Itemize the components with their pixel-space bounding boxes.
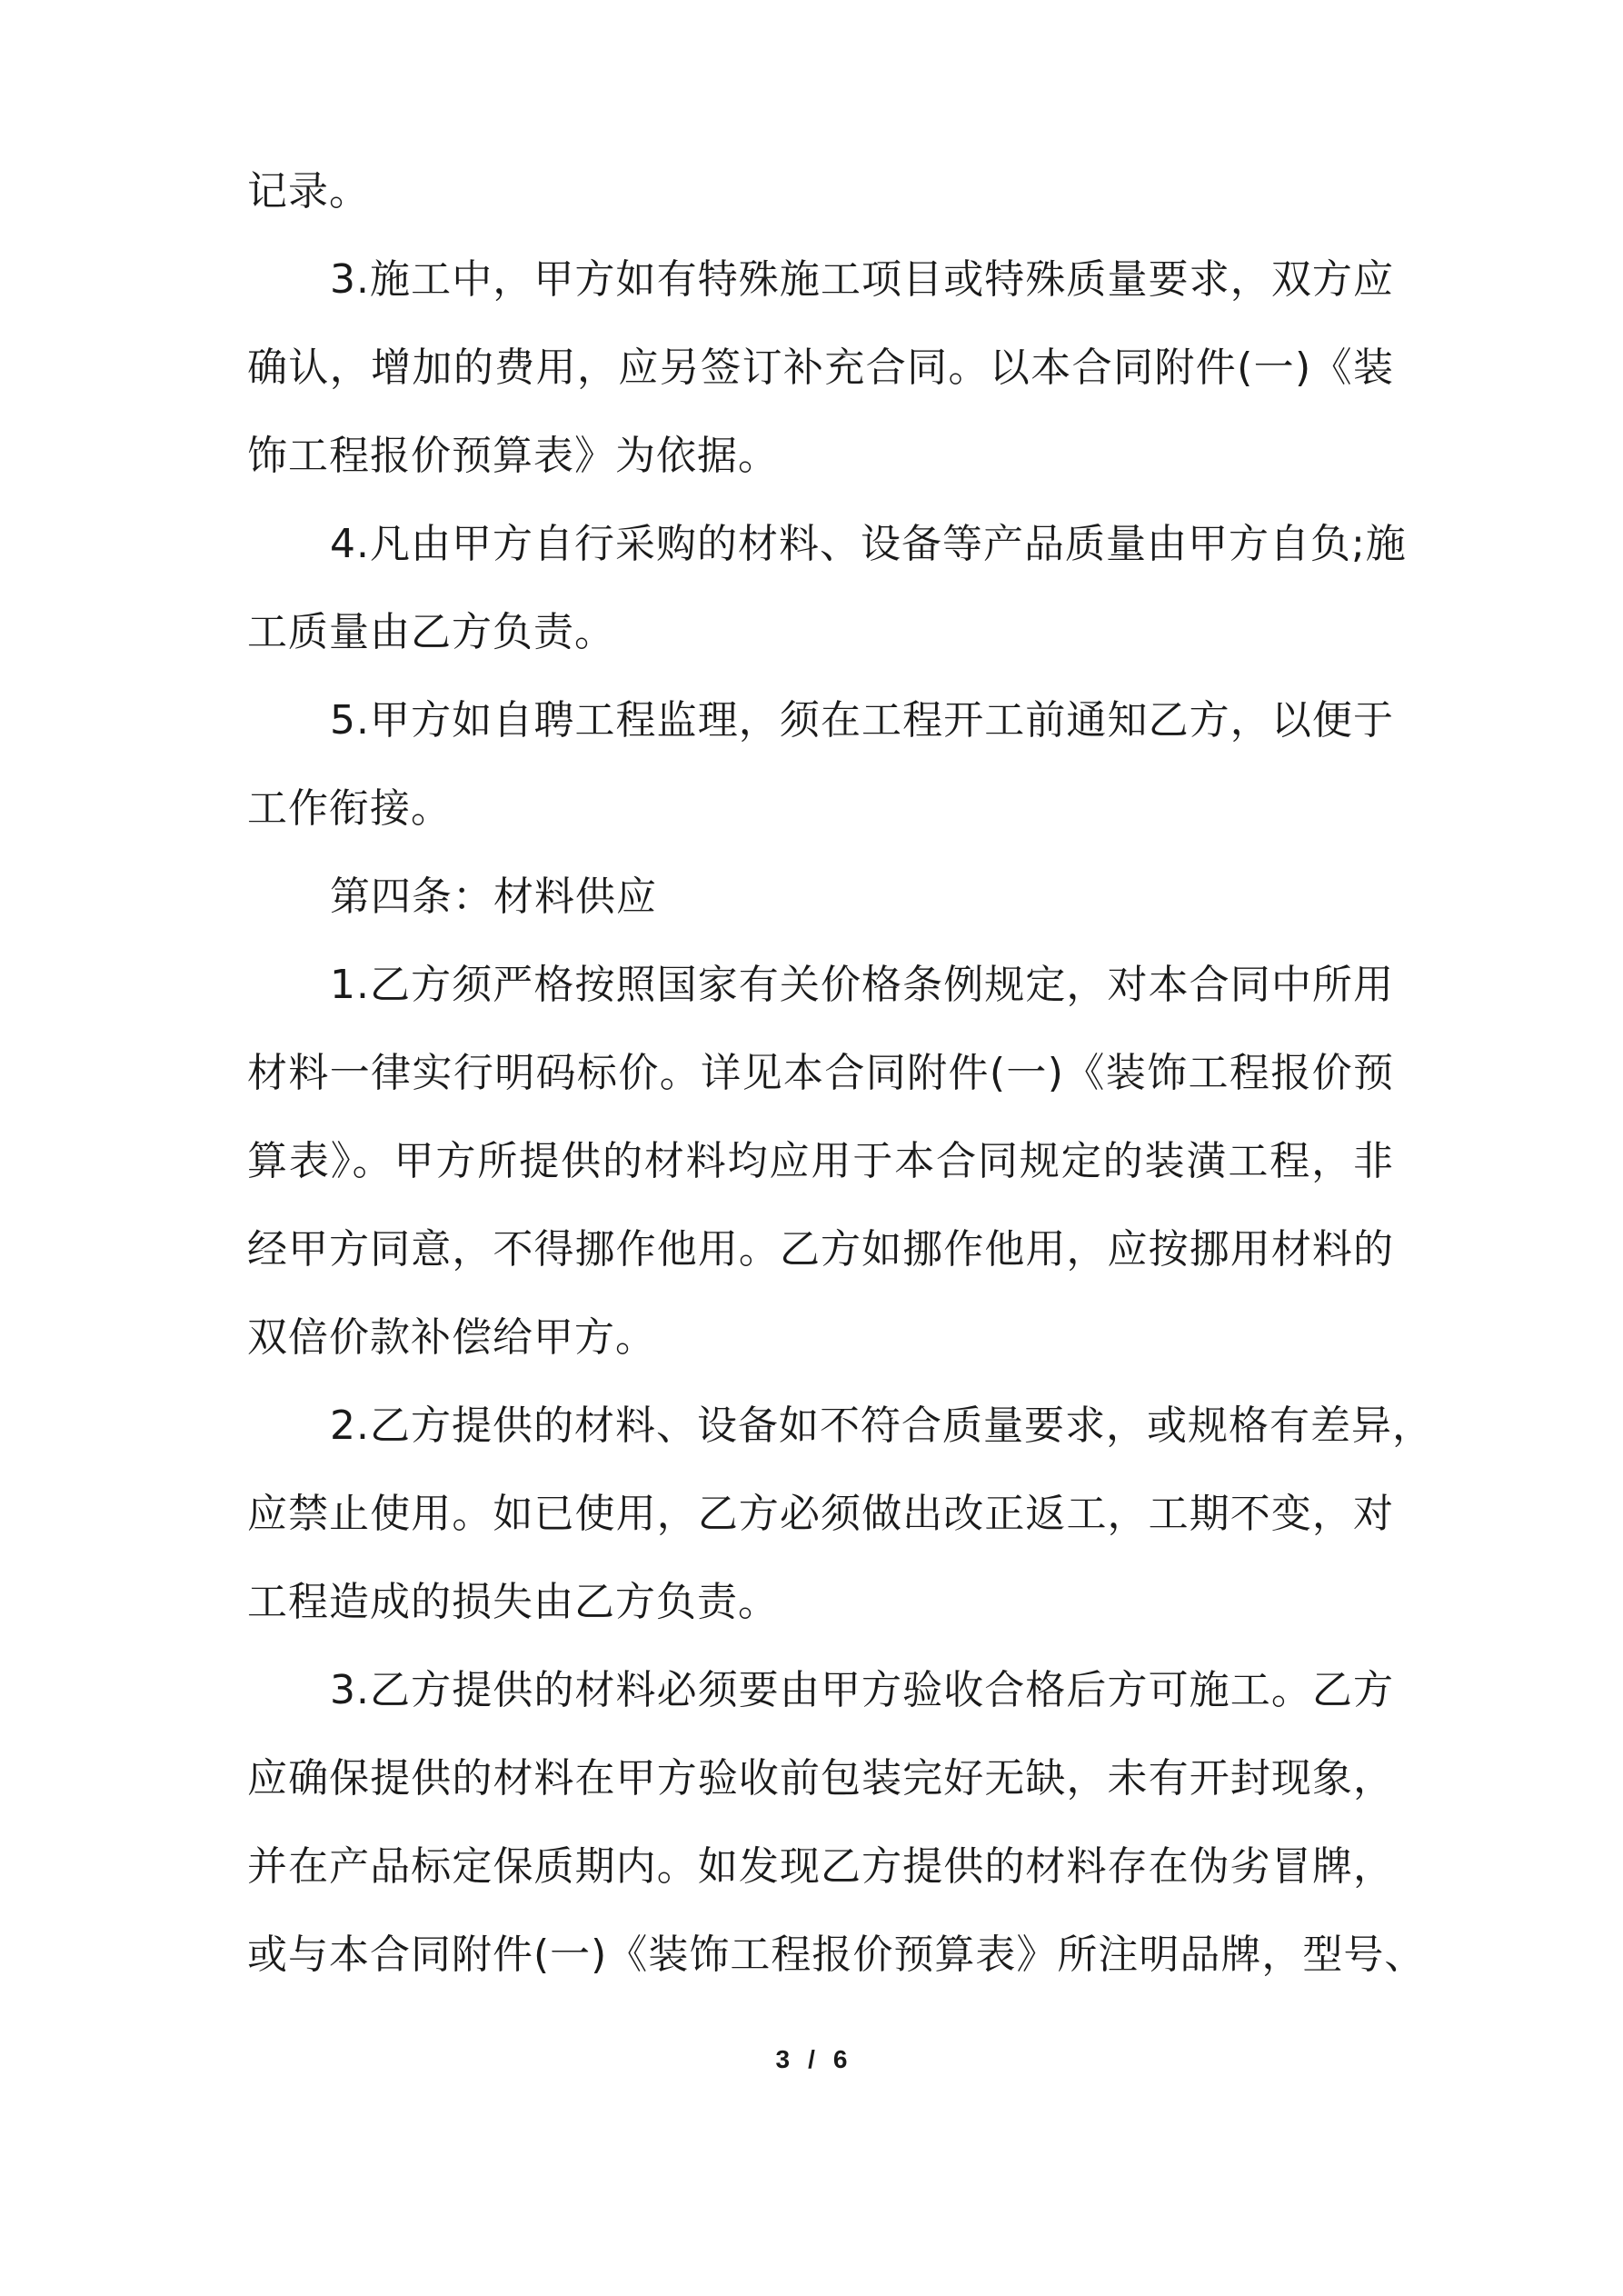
text-line: 工作衔接。	[247, 785, 452, 832]
text-line: 并在产品标定保质期内。如发现乙方提供的材料存在伪劣冒牌，	[247, 1843, 1394, 1890]
text-line: 3.乙方提供的材料必须要由甲方验收合格后方可施工。乙方	[330, 1667, 1394, 1713]
text-line: 或与本合同附件(一)《装饰工程报价预算表》所注明品牌，型号、	[247, 1932, 1426, 1978]
text-line: 3.施工中，甲方如有特殊施工项目或特殊质量要求，双方应	[330, 256, 1394, 303]
text-line: 材料一律实行明码标价。详见本合同附件(一)《装饰工程报价预	[247, 1050, 1394, 1096]
total-pages-number: 6	[832, 2045, 848, 2073]
text-line: 饰工程报价预算表》为依据。	[247, 433, 779, 479]
text-line: 2.乙方提供的材料、设备如不符合质量要求，或规格有差异，	[330, 1403, 1433, 1449]
text-line: 记录。	[247, 168, 370, 215]
page-number	[0, 2045, 1623, 2074]
text-line: 双倍价款补偿给甲方。	[247, 1314, 656, 1361]
text-line: 经甲方同意，不得挪作他用。乙方如挪作他用，应按挪用材料的	[247, 1226, 1394, 1273]
document-body	[247, 147, 1433, 1999]
text-line: 5.甲方如自聘工程监理，须在工程开工前通知乙方，以便于	[330, 697, 1394, 744]
text-line: 工程造成的损失由乙方负责。	[247, 1579, 779, 1625]
text-line: 工质量由乙方负责。	[247, 609, 615, 655]
text-line: 1.乙方须严格按照国家有关价格条例规定，对本合同中所用	[330, 962, 1394, 1008]
text-line: 算表》。甲方所提供的材料均应用于本合同规定的装潢工程，非	[247, 1138, 1394, 1184]
section-heading: 第四条：材料供应	[330, 873, 657, 920]
text-line: 应确保提供的材料在甲方验收前包装完好无缺，未有开封现象，	[247, 1755, 1394, 1802]
current-page-number: 3	[775, 2045, 791, 2073]
page-separator: /	[808, 2045, 815, 2073]
text-line: 确认，增加的费用，应另签订补充合同。以本合同附件(一)《装	[247, 344, 1394, 391]
text-line: 4.凡由甲方自行采购的材料、设备等产品质量由甲方自负;施	[330, 521, 1407, 567]
text-line: 应禁止使用。如已使用，乙方必须做出改正返工，工期不变，对	[247, 1491, 1394, 1537]
